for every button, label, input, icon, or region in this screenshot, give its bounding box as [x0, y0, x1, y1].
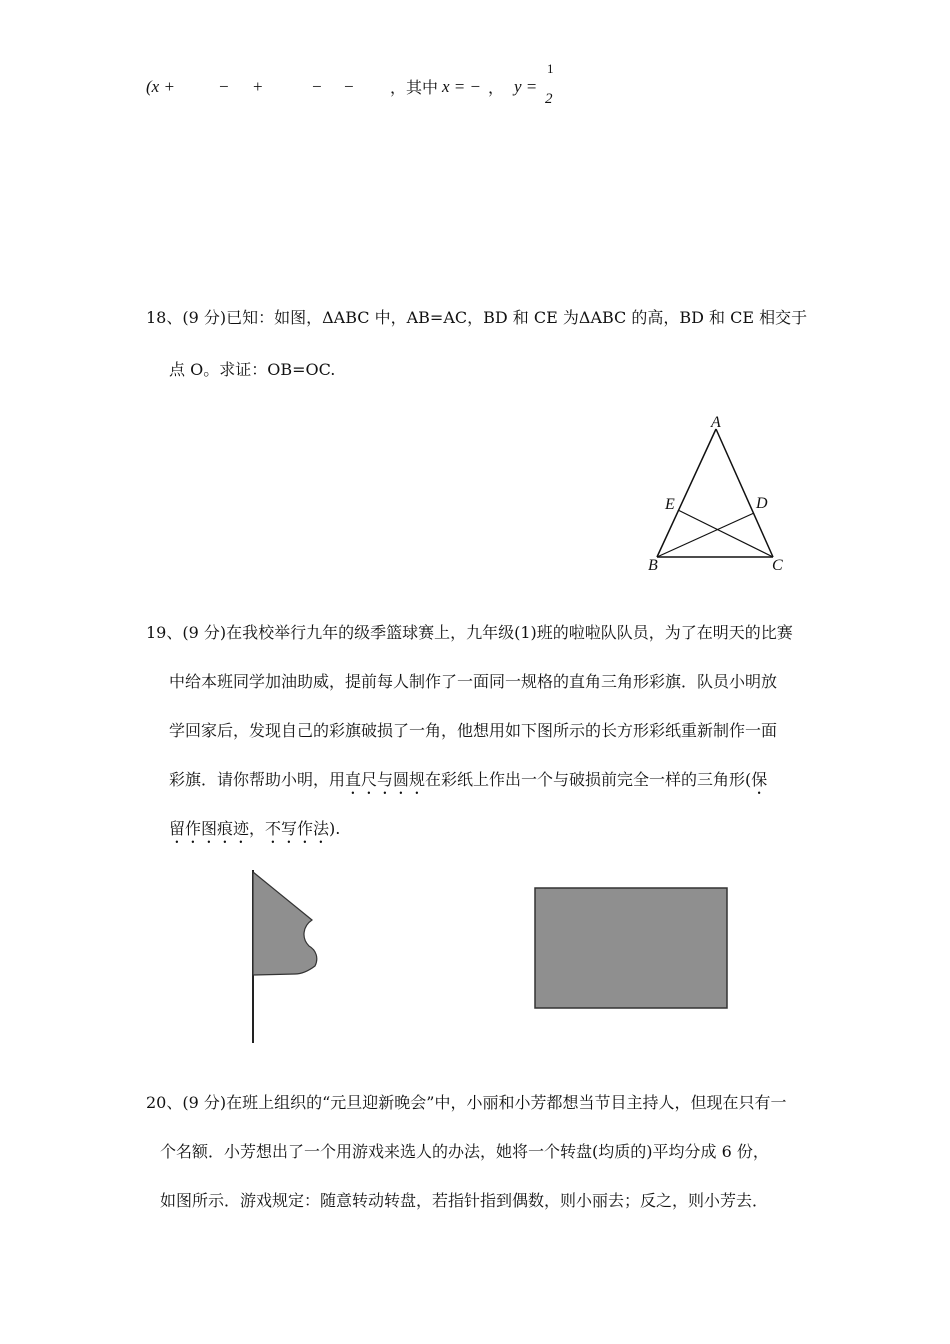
label-d: D	[756, 495, 768, 512]
q19-line-4-a: 彩旗．请你帮助小明，用	[169, 770, 346, 789]
q19-line-2: 中给本班同学加油助威，提前每人制作了一面同一规格的直角三角形彩旗．队员小明放	[169, 672, 778, 691]
fraction-numerator: 1	[547, 61, 554, 76]
q19-line-3: 学回家后，发现自己的彩旗破损了一角，他想用如下图所示的长方形彩纸重新制作一面	[169, 721, 778, 740]
label-b: B	[648, 557, 658, 574]
triangle-diagram	[645, 412, 785, 572]
expr-comma: ，	[488, 78, 505, 97]
expr-minus-2: −	[312, 77, 322, 96]
fraction-denominator: 2	[545, 91, 553, 107]
q19-line-4	[169, 770, 767, 798]
q19-line-1: 19、(9 分)在我校举行九年的级季篮球赛上，九年级(1)班的啦啦队队员，为了在明天的比赛	[146, 623, 793, 642]
broken-flag-figure	[245, 868, 325, 1048]
q19-line-5-comma: ，	[249, 819, 266, 838]
q18-line-1: 18、(9 分)已知：如图，ΔABC 中，AB=AC，BD 和 CE 为ΔABC 的高，BD 和 CE 相交于	[146, 308, 808, 327]
expr-separator: ，其中	[390, 78, 439, 97]
q19-line-4-c: 在彩纸上作出一个与破损前完全一样的三角形(	[425, 770, 752, 789]
expr-plus: +	[253, 77, 263, 96]
q19-emphasis-no-method: 不写作法	[265, 819, 330, 838]
flag-shape	[253, 872, 317, 975]
q19-line-5	[169, 819, 340, 847]
y-value: y =	[514, 77, 538, 96]
expr-minus-1: −	[219, 77, 229, 96]
expr-open: (x +	[146, 77, 175, 96]
expr-minus-3: −	[344, 77, 354, 96]
label-a: A	[711, 414, 721, 431]
q20-line-2: 个名额．小芳想出了一个用游戏来选人的办法，她将一个转盘(均质的)平均分成 6 份，	[160, 1142, 769, 1161]
q20-line-1: 20、(9 分)在班上组织的“元旦迎新晚会”中，小丽和小芳都想当节目主持人，但现在只有一	[146, 1093, 787, 1112]
label-e: E	[665, 496, 675, 513]
q19-emphasis-bao: 保	[751, 770, 768, 789]
paper-rectangle	[535, 888, 727, 1008]
q19-emphasis-traces: 留作图痕迹	[169, 819, 250, 838]
x-value: x = −	[442, 77, 481, 96]
q19-line-5-end: ).	[329, 819, 341, 838]
q18-line-2: 点 O。求证：OB=OC.	[169, 360, 336, 379]
rectangle-paper-figure	[533, 886, 729, 1010]
q20-line-3: 如图所示．游戏规定：随意转动转盘，若指针指到偶数，则小丽去；反之，则小芳去．	[160, 1191, 769, 1210]
label-c: C	[772, 557, 783, 574]
q19-emphasis-tools: 直尺与圆规	[345, 770, 426, 789]
